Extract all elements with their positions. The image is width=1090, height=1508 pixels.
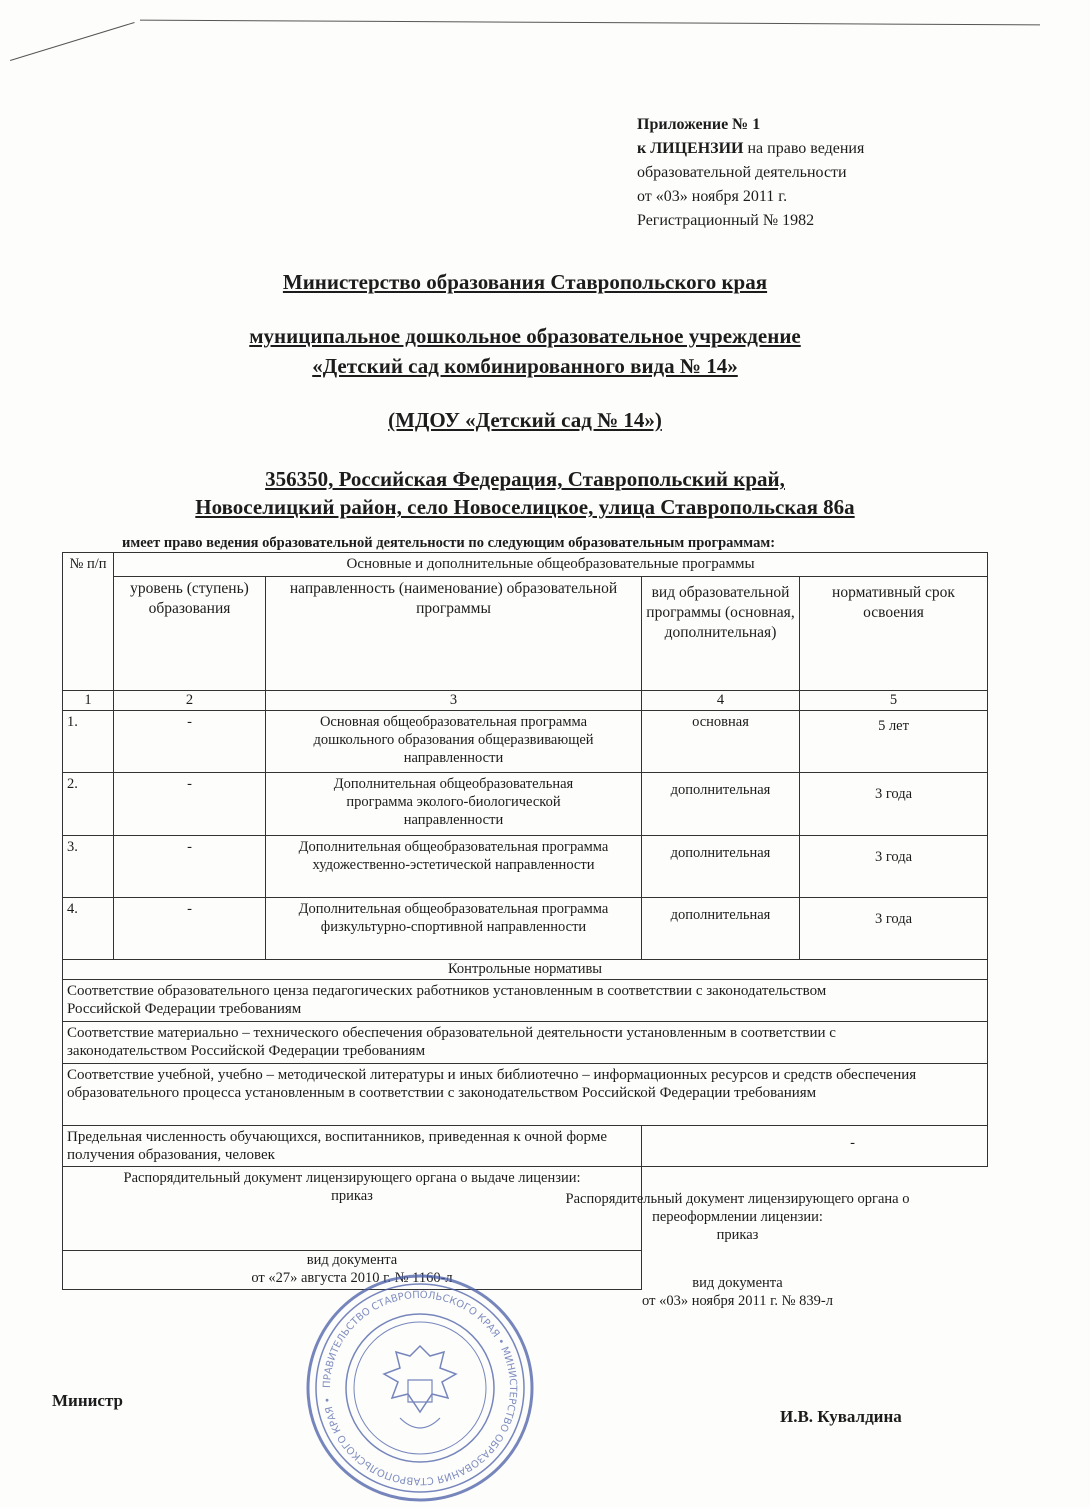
organization-type: муниципальное дошкольное образовательное учреждение [249,324,801,348]
col-header-kind: вид образовательной программы (основная, дополнительная) [642,577,800,691]
col-header-level: уровень (ступень) образования [114,577,266,691]
limit-value: - [642,1126,988,1167]
row-kind: основная [642,711,800,773]
appendix-registration: Регистрационный № 1982 [637,212,815,229]
row-number: 3. [63,836,114,898]
control-norms-header: Контрольные нормативы [63,960,988,980]
intro-statement: имеет право ведения образовательной деятельности по следующим образовательным программам: [122,535,776,551]
row-direction: Дополнительная общеобразовательная программа эколого-биологической направленности [266,773,642,836]
table-subheader-row [63,577,988,691]
signer-name: И.В. Кувалдина [780,1407,902,1426]
row-term: 5 лет [800,711,988,773]
appendix-license-ref [637,137,967,161]
table-number-row [63,691,988,711]
col-header-direction: направленность (наименование) образовательной программы [266,577,642,691]
seal-ring-text: ПРАВИТЕЛЬСТВО СТАВРОПОЛЬСКОГО КРАЯ • МИНИСТЕРСТВО ОБРАЗОВАНИЯ СТАВРОПОЛЬСКОГО КРАЯ • [321,1289,519,1487]
license-word: к ЛИЦЕНЗИИ [637,140,744,157]
doc-reissue-block [488,1176,987,1260]
row-kind: дополнительная [642,773,800,836]
doc-issue-date: от «27» августа 2010 г. № 1160-л [251,1270,453,1286]
row-number: 2. [63,773,114,836]
norm-text: Соответствие учебной, учебно – методической литературы и иных библиотечно – информационных ресурсов и средств обеспечения образовательного процесса установленным в соответствии с законодательством Российской Федерации требованиям [63,1064,988,1126]
doc-reissue-date-block [488,1274,987,1310]
limit-label: Предельная численность обучающихся, воспитанников, приведенная к очной форме получения образования, человек [63,1126,642,1167]
row-direction: Дополнительная общеобразовательная программа художественно-эстетической направленности [266,836,642,898]
row-number: 4. [63,898,114,960]
address-line-2: Новоселицкий район, село Новоселицкое, улица Ставропольская 86а [195,495,855,519]
row-kind: дополнительная [642,898,800,960]
col-index-1: 1 [63,691,114,711]
official-seal-stamp [300,1268,540,1508]
col-index-2: 2 [114,691,266,711]
col-header-group: Основные и дополнительные общеобразовательные программы [114,553,988,577]
license-purpose: на право ведения [743,140,865,157]
appendix-activity: образовательной деятельности [637,164,847,181]
organization-short-name: (МДОУ «Детский сад № 14») [388,408,662,432]
col-index-3: 3 [266,691,642,711]
doc-reissue-title: Распорядительный документ лицензирующего органа о переоформлении лицензии: [565,1191,910,1225]
table-row [63,898,988,960]
doc-issue-title: Распорядительный документ лицензирующего органа о выдаче лицензии: [123,1170,581,1186]
control-norms-header-row [63,960,988,980]
norm-row [63,980,988,1022]
table-row [63,836,988,898]
row-level: - [114,773,266,836]
col-header-number: № п/п [63,553,114,691]
appendix-header [637,113,967,233]
table-row [63,773,988,836]
table-header-row [63,553,988,577]
appendix-date: от «03» ноября 2011 г. [637,188,788,205]
signer-position: Министр [52,1391,123,1410]
row-direction: Основная общеобразовательная программа дошкольного образования общеразвивающей направленности [266,711,642,773]
row-level: - [114,836,266,898]
norm-row [63,1022,988,1064]
norm-row [63,1064,988,1126]
ministry-title: Министерство образования Ставропольского края [282,270,768,294]
doc-reissue-date: от «03» ноября 2011 г. № 839-л [642,1293,833,1309]
row-level: - [114,898,266,960]
doc-reissue-type: приказ [716,1227,759,1243]
doc-issue-kind-label: вид документа [306,1252,398,1268]
scan-edge-line [140,20,1040,26]
address-line-1: 356350, Российская Федерация, Ставропольский край, [265,467,785,491]
scan-edge-line-diagonal [10,22,135,61]
table-row [63,711,988,773]
row-term: 3 года [800,836,988,898]
row-kind: дополнительная [642,836,800,898]
row-term: 3 года [800,773,988,836]
doc-reissue-kind-label: вид документа [692,1275,783,1291]
norm-text: Соответствие материально – технического обеспечения образовательной деятельности установленным в соответствии с законодательством Российской Федерации требованиям [63,1022,988,1064]
doc-issue-type: приказ [331,1188,373,1204]
norm-text: Соответствие образовательного ценза педагогических работников установленным в соответствии с законодательством Российской Федерации требованиям [63,980,988,1022]
row-level: - [114,711,266,773]
col-index-5: 5 [800,691,988,711]
organization-name: «Детский сад комбинированного вида № 14» [312,354,738,378]
limit-row [63,1126,988,1167]
appendix-number: Приложение № 1 [637,116,761,133]
col-header-term: нормативный срок освоения [800,577,988,691]
row-direction: Дополнительная общеобразовательная программа физкультурно-спортивной направленности [266,898,642,960]
row-number: 1. [63,711,114,773]
row-term: 3 года [800,898,988,960]
col-index-4: 4 [642,691,800,711]
